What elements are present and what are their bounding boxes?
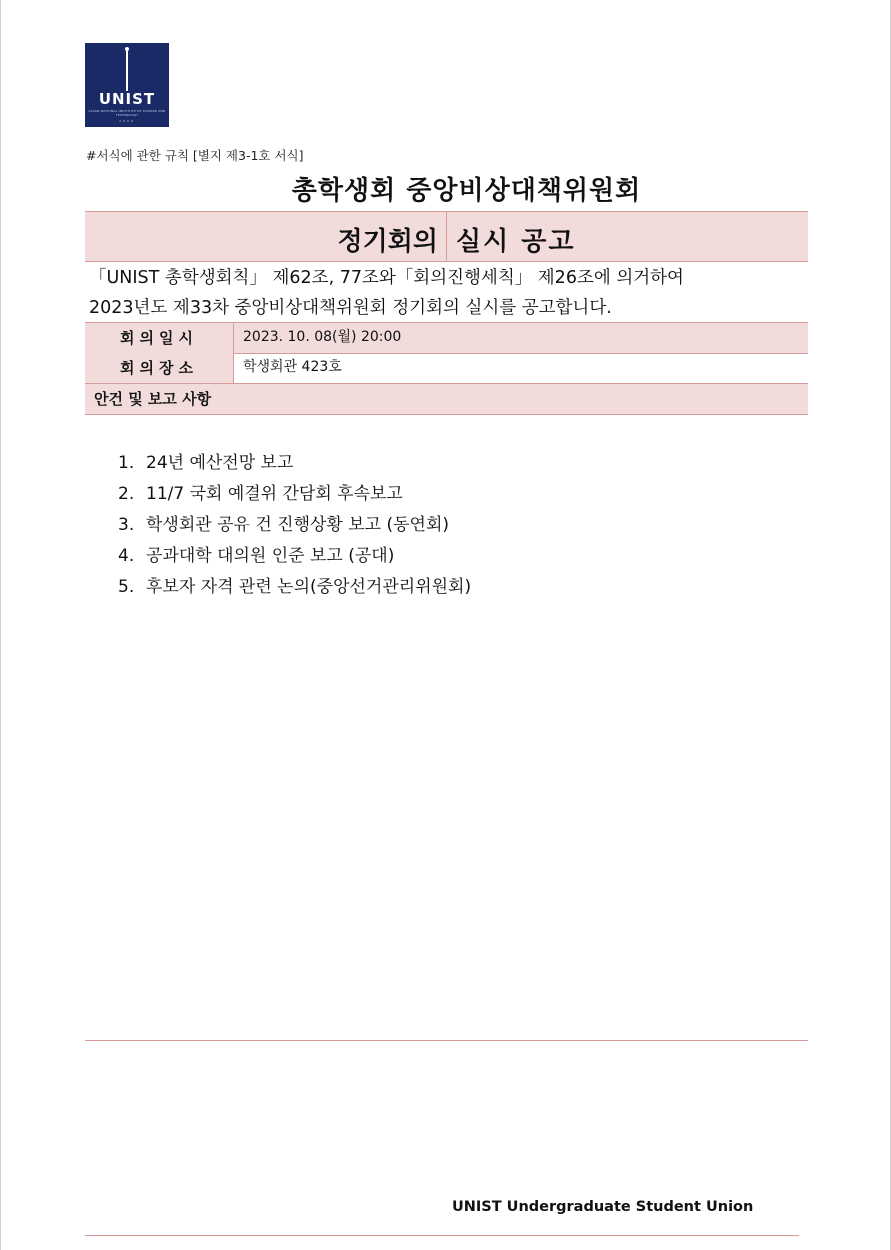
unist-logo — [85, 43, 169, 127]
intro-line-1: 「UNIST 총학생회칙」 제62조, 77조와「회의진행세칙」 제26조에 의거하여 — [89, 268, 684, 288]
agenda-item-number: 1. — [118, 453, 135, 473]
intro-text — [89, 263, 684, 323]
meeting-place-value: 학생회관 423호 — [243, 359, 342, 375]
meeting-date-label: 회의일시 — [85, 323, 234, 353]
meeting-date-value: 2023. 10. 08(월) 20:00 — [243, 329, 402, 345]
agenda-item-number: 2. — [118, 484, 135, 504]
agenda-item-text: 후보자 자격 관련 논의(중앙선거관리위원회) — [146, 577, 472, 597]
notice-header — [85, 211, 808, 262]
agenda-item — [118, 541, 471, 572]
logo-subtitle: ULSAN NATIONAL INSTITUTE OF SCIENCE AND TECHNOLOGY — [88, 109, 166, 117]
logo-bar — [126, 51, 128, 91]
logo-wordmark: UNIST — [98, 90, 156, 108]
agenda-header-label: 안건 및 보고 사항 — [94, 390, 212, 408]
organization-title: 총학생회 중앙비상대책위원회 — [291, 176, 642, 206]
agenda-item-text: 학생회관 공유 건 진행상황 보고 (동연회) — [146, 515, 450, 535]
footer-org-name: UNIST Undergraduate Student Union — [452, 1199, 754, 1215]
agenda-item-text: 공과대학 대의원 인준 보고 (공대) — [146, 546, 395, 566]
agenda-item-number: 5. — [118, 577, 135, 597]
meeting-place-label: 회의장소 — [85, 353, 234, 383]
content-end-rule — [85, 1040, 808, 1041]
meeting-date-row — [85, 322, 808, 354]
agenda-item-number: 4. — [118, 546, 135, 566]
agenda-item — [118, 448, 471, 479]
logo-year: 2009 — [119, 119, 135, 123]
agenda-item — [118, 572, 471, 603]
agenda-item-text: 24년 예산전망 보고 — [146, 453, 294, 473]
agenda-item-text: 11/7 국회 예결위 간담회 후속보고 — [146, 484, 403, 504]
form-note: #서식에 관한 규칙 [별지 제3-1호 서식] — [86, 148, 304, 163]
intro-line-2: 2023년도 제33차 중앙비상대책위원회 정기회의 실시를 공고합니다. — [89, 298, 612, 318]
agenda-item-number: 3. — [118, 515, 135, 535]
agenda-item — [118, 479, 471, 510]
header-divider — [446, 212, 447, 261]
notice-header-left: 정기회의 — [337, 227, 438, 257]
page-border — [0, 0, 1, 1250]
footer-rule — [85, 1235, 799, 1236]
meeting-place-row — [85, 353, 808, 384]
notice-header-right: 실시 공고 — [456, 227, 576, 257]
agenda-item — [118, 510, 471, 541]
agenda-list — [118, 448, 471, 603]
agenda-header — [85, 384, 808, 415]
